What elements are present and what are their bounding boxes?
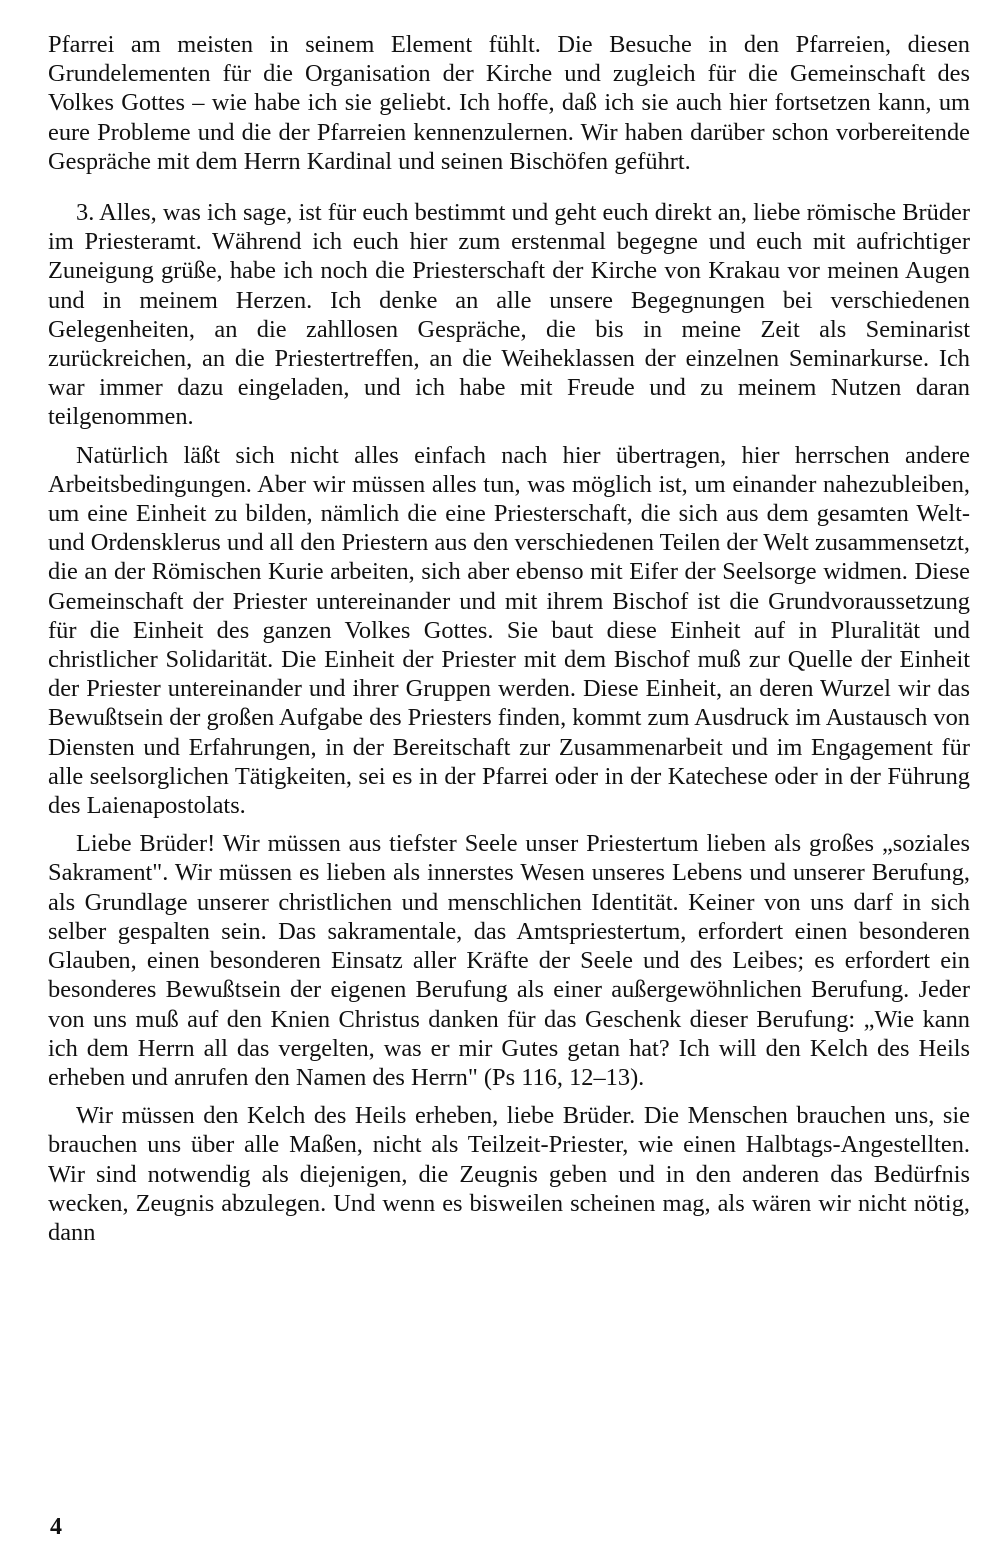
paragraph-section-3: 3. Alles, was ich sage, ist für euch bestimmt und geht euch direkt an, liebe römische Brüder im Priesteramt. Während ich euch hier zum erstenmal begegne und euch mit aufrichtiger Zuneigung grüße, habe ich noch die Priesterschaft der Kirche von Krakau vor meinen Augen und in meinem Herzen. Ich denke an alle unsere Begegnungen bei verschiedenen Gelegenheiten, an die zahllosen Gespräche, die bis in meine Zeit als Seminarist zurückreichen, an die Priestertreffen, an die Weiheklassen der einzelnen Seminarkurse. Ich war immer dazu eingeladen, und ich habe mit Freude und zu meinem Nutzen daran teilgenommen. [48,199,970,431]
paragraph-continuation: Pfarrei am meisten in seinem Element fühlt. Die Besuche in den Pfarreien, diesen Grundelementen für die Organisation der Kirche und zugleich für die Gemeinschaft des Volkes Gottes – wie habe ich sie geliebt. Ich hoffe, daß ich sie auch hier fortsetzen kann, um eure Probleme und die der Pfarreien kennenzulernen. Wir haben darüber schon vorbereitende Gespräche mit dem Herrn Kardinal und seinen Bischöfen geführt. [48,31,970,175]
paragraph-dear-brothers: Liebe Brüder! Wir müssen aus tiefster Seele unser Priestertum lieben als großes „soziales Sakrament". Wir müssen es lieben als innerstes Wesen unseres Lebens und unserer Berufung, als Grundlage unserer christlichen und menschlichen Identität. Keiner von uns darf in sich selber gespalten sein. Das sakramentale, das Amtspriestertum, erfordert einen besonderen Glauben, einen besonderen Einsatz aller Kräfte der Seele und des Leibes; es erfordert ein besonderes Bewußtsein der eigenen Berufung als einer außergewöhnlichen Berufung. Jeder von uns muß auf den Knien Christus danken für das Geschenk dieser Berufung: „Wie kann ich dem Herrn all das vergelten, was er mir Gutes getan hat? Ich will den Kelch des Heils erheben und anrufen den Namen des Herrn" (Ps 116, 12–13). [48,830,970,1091]
paragraph-unity-of-priests: Natürlich läßt sich nicht alles einfach nach hier übertragen, hier herrschen andere Arbeitsbedingungen. Aber wir müssen alles tun, was möglich ist, um einander nahezubleiben, um eine Einheit zu bilden, nämlich die eine Priesterschaft, die sich aus dem gesamten Welt- und Ordensklerus und all den Priestern aus den verschiedenen Teilen der Welt zusammensetzt, die an der Römischen Kurie arbeiten, sich aber ebenso mit Eifer der Seelsorge widmen. Diese Gemeinschaft der Priester untereinander und mit ihrem Bischof ist die Grundvoraussetzung für die Einheit des ganzen Volkes Gottes. Sie baut diese Einheit auf in Pluralität und christlicher Solidarität. Die Einheit der Priester mit dem Bischof muß zur Quelle der Einheit der Priester untereinander und ihrer Gruppen werden. Diese Einheit, an deren Wurzel wir das Bewußtsein der großen Aufgabe des Priesters finden, kommt zum Ausdruck im Austausch von Diensten und Erfahrungen, in der Bereitschaft zur Zusammenarbeit und im Engagement für alle seelsorglichen Tätigkeiten, sei es in der Pfarrei oder in der Katechese oder in der Führung des Laienapostolats. [48,441,970,820]
paragraph-chalice-of-salvation: Wir müssen den Kelch des Heils erheben, liebe Brüder. Die Menschen brauchen uns, sie brauchen uns über alle Maßen, nicht als Teilzeit-Priester, wie einen Halbtags-Angestellten. Wir sind notwendig als diejenigen, die Zeugnis geben und in den anderen das Bedürfnis wecken, Zeugnis abzulegen. Und wenn es bisweilen scheinen mag, als wären wir nicht nötig, dann [48,1102,970,1246]
page-number: 4 [50,1514,62,1540]
page-body [48,30,970,1247]
